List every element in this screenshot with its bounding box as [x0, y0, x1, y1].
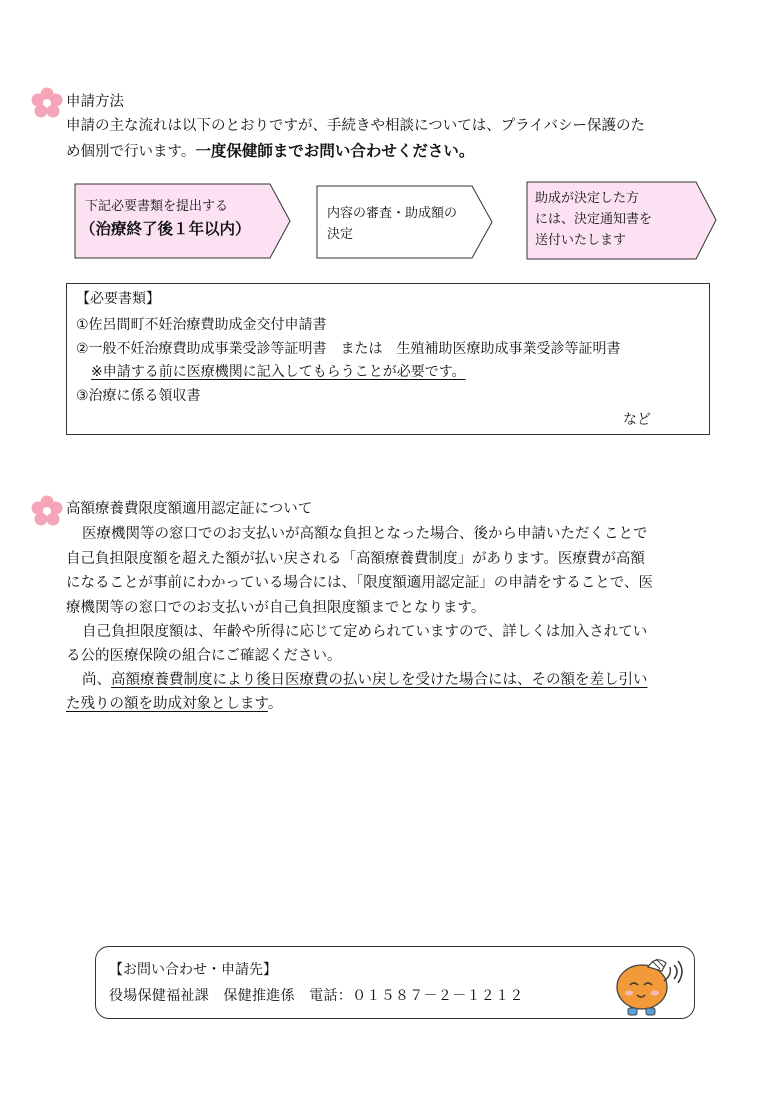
documents-title: 【必要書類】	[76, 291, 160, 307]
document-item-1: ①佐呂間町不妊治療費助成金交付申請書	[76, 317, 327, 333]
intro-text-line1: 申請の主な流れは以下のとおりですが、手続きや相談については、プライバシー保護のた	[66, 118, 645, 134]
mascot-icon	[608, 951, 686, 1021]
intro-text-line2: め個別で行います。一度保健師までお問い合わせください。	[66, 142, 475, 160]
step3-line2: には、決定通知書を	[535, 212, 653, 227]
high-cost-note-underlined-2: た残りの額を助成対象とします	[66, 696, 268, 712]
high-cost-p1-line4: 療機関等の窓口でのお支払いが自己負担限度額までとなります。	[66, 600, 486, 616]
high-cost-p1-line2: 自己負担限度額を超えた額が払い戻される「高額療養費制度」があります。医療費が高額	[66, 551, 645, 567]
contact-box	[95, 946, 695, 1019]
step-arrow-1	[74, 183, 292, 259]
high-cost-p2-line1: 自己負担限度額は、年齢や所得に応じて定められていますので、詳しくは加入されてい	[82, 624, 648, 640]
step1-text: 下記必要書類を提出する	[85, 199, 229, 214]
high-cost-p1-line1: 医療機関等の窓口でのお支払いが高額な負担となった場合、後から申請いただくことで	[82, 526, 648, 542]
documents-etc: など	[623, 412, 651, 428]
step1-deadline: （治療終了後１年以内）	[80, 220, 251, 238]
contact-notice-bold: 一度保健師までお問い合わせください。	[195, 142, 475, 160]
step2-line1: 内容の審査・助成額の	[327, 206, 458, 221]
step3-line1: 助成が決定した方	[535, 191, 640, 206]
contact-title: 【お問い合わせ・申請先】	[109, 962, 277, 978]
document-item-2: ②一般不妊治療費助成事業受診等証明書 または 生殖補助医療助成事業受診等証明書	[76, 341, 621, 357]
high-cost-p3-line2: た残りの額を助成対象とします。	[66, 696, 283, 712]
flower-icon	[30, 494, 64, 528]
section-heading-application: 申請方法	[66, 94, 124, 110]
contact-phone-line: 役場保健福祉課 保健推進係 電話：０１５８７－２－１２１２	[109, 988, 524, 1004]
high-cost-p1-line3: になることが事前にわかっている場合には、「限度額適用認定証」の申請をすることで、医	[66, 575, 653, 591]
document-note: ※申請する前に医療機関に記入してもらうことが必要です。	[91, 364, 466, 380]
high-cost-p2-line2: る公的医療保険の組合にご確認ください。	[66, 648, 342, 664]
section-heading-high-cost: 高額療養費限度額適用認定証について	[66, 501, 313, 517]
required-documents-box	[66, 283, 710, 435]
high-cost-p3-line1: 尚、高額療養費制度により後日医療費の払い戻しを受けた場合には、その額を差し引い	[82, 672, 648, 688]
high-cost-note-underlined-1: 高額療養費制度により後日医療費の払い戻しを受けた場合には、その額を差し引い	[111, 672, 648, 688]
flower-icon	[30, 86, 64, 120]
step3-line3: 送付いたします	[535, 233, 627, 248]
step2-line2: 決定	[327, 227, 354, 242]
step-arrow-3	[526, 181, 718, 260]
step-arrow-2	[316, 185, 494, 259]
document-item-3: ③治療に係る領収書	[76, 388, 201, 404]
